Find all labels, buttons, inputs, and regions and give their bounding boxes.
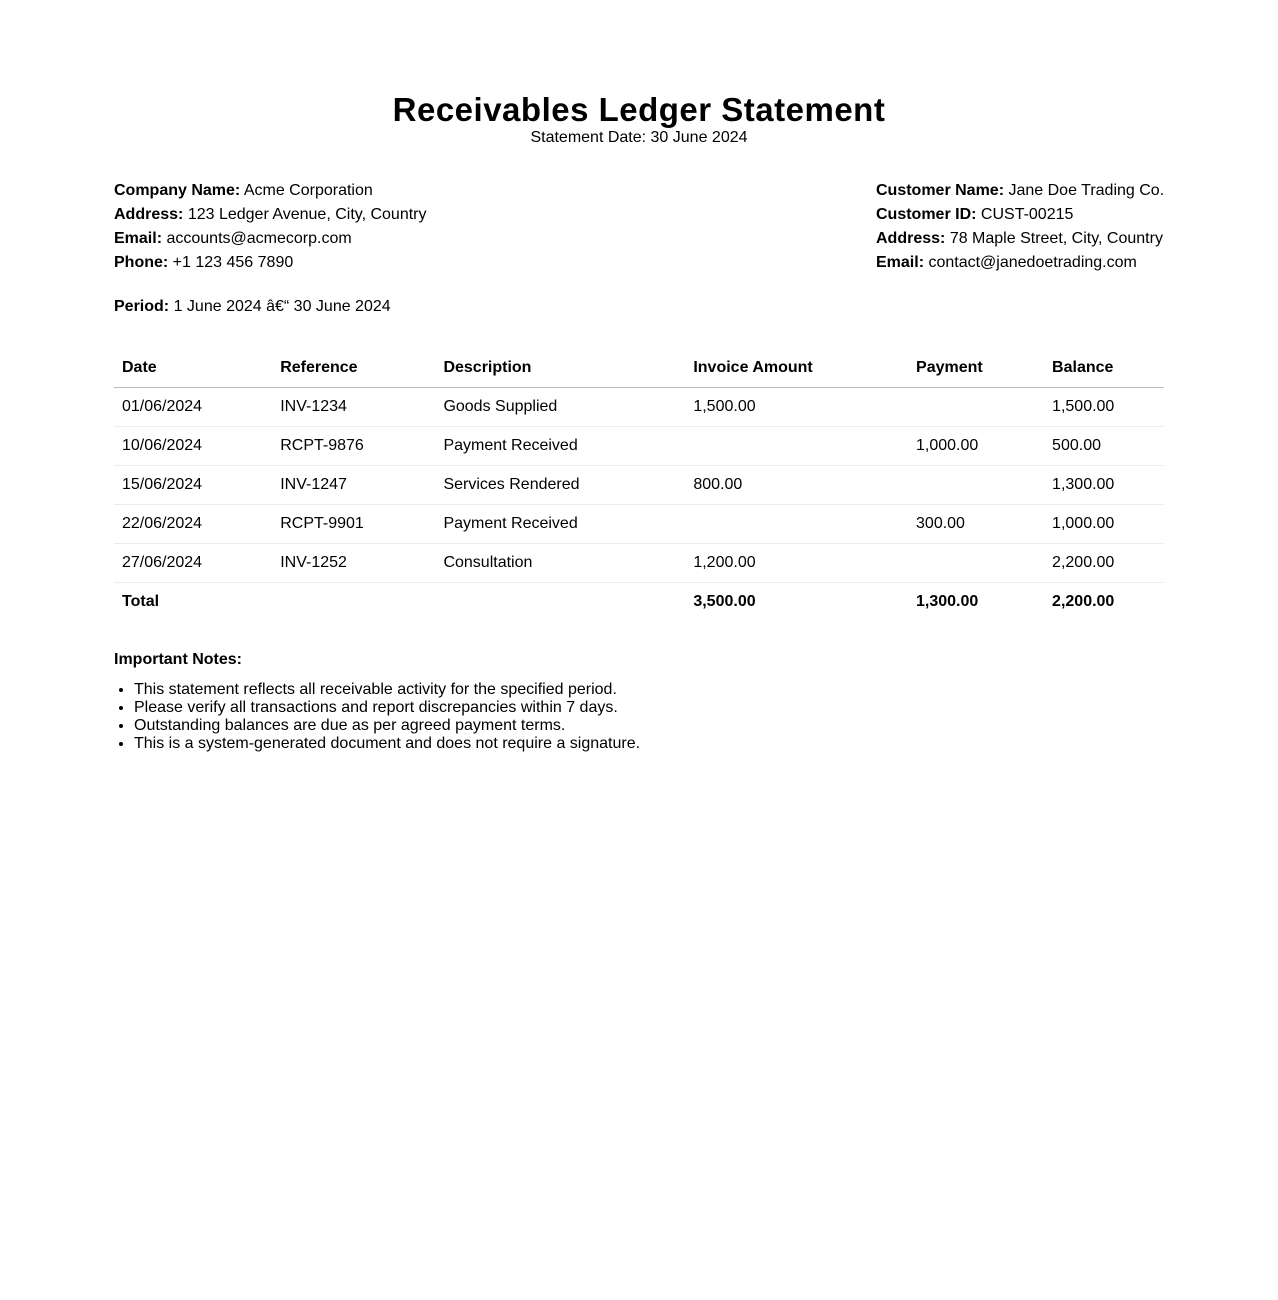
column-header-description: Description [435,348,685,388]
notes-title: Important Notes: [114,651,242,668]
column-header-balance: Balance [1044,348,1164,388]
customer-email: contact@janedoetrading.com [928,254,1137,271]
company-name: Acme Corporation [243,182,373,199]
cell-invoice-amount [685,427,908,466]
cell-date: 01/06/2024 [114,388,272,427]
cell-payment: 300.00 [908,505,1044,544]
total-label: Total [122,593,160,610]
cell-payment [908,544,1044,583]
cell-balance: 1,000.00 [1044,505,1164,544]
cell-payment: 1,000.00 [908,427,1044,466]
cell-description: Consultation [435,544,685,583]
cell-reference: RCPT-9876 [272,427,435,466]
cell-date: 15/06/2024 [114,466,272,505]
cell-reference: INV-1252 [272,544,435,583]
table-row [114,427,1164,466]
cell-balance: 2,200.00 [1044,544,1164,583]
total-row [114,583,1164,622]
customer-info [876,179,1164,275]
notes-list [114,681,640,753]
cell-date: 22/06/2024 [114,505,272,544]
company-phone-line [114,251,426,275]
table-header-row [114,348,1164,388]
customer-email-line [876,251,1164,275]
customer-address-line [876,227,1164,251]
customer-id-line [876,203,1164,227]
column-header-date: Date [114,348,272,388]
cell-balance: 1,300.00 [1044,466,1164,505]
cell-invoice-amount: 1,500.00 [685,388,908,427]
customer-id: CUST-00215 [980,206,1074,223]
cell-balance: 500.00 [1044,427,1164,466]
note-item: • Please verify all transactions and report discrepancies within 7 days. [134,699,640,717]
customer-name-line [876,179,1164,203]
cell-reference: RCPT-9901 [272,505,435,544]
period-label: Period: [114,298,170,315]
cell-date: 27/06/2024 [114,544,272,583]
statement-period [114,297,391,317]
cell-description: Payment Received [435,505,685,544]
total-payment: 1,300.00 [916,593,979,610]
customer-email-label: Email: [876,254,925,271]
cell-payment [908,388,1044,427]
cell-date: 10/06/2024 [114,427,272,466]
company-phone: +1 123 456 7890 [172,254,294,271]
cell-reference: INV-1247 [272,466,435,505]
company-address: 123 Ledger Avenue, City, Country [187,206,427,223]
cell-balance: 1,500.00 [1044,388,1164,427]
total-empty-cell [435,583,685,622]
customer-id-label: Customer ID: [876,206,977,223]
note-item: • This statement reflects all receivable activity for the specified period. [134,681,640,699]
cell-description: Services Rendered [435,466,685,505]
table-row [114,505,1164,544]
company-name-label: Company Name: [114,182,241,199]
total-invoice-amount: 3,500.00 [693,593,756,610]
customer-address: 78 Maple Street, City, Country [949,230,1163,247]
cell-description: Goods Supplied [435,388,685,427]
column-header-reference: Reference [272,348,435,388]
table-row [114,388,1164,427]
cell-reference: INV-1234 [272,388,435,427]
customer-address-label: Address: [876,230,946,247]
period-value: 1 June 2024 â€“ 30 June 2024 [173,298,391,315]
cell-invoice-amount: 1,200.00 [685,544,908,583]
company-email-label: Email: [114,230,163,247]
note-item: • Outstanding balances are due as per agreed payment terms. [134,717,640,735]
column-header-invoice-amount: Invoice Amount [685,348,908,388]
company-name-line [114,179,426,203]
statement-date: Statement Date: 30 June 2024 [530,129,748,146]
company-address-label: Address: [114,206,184,223]
table-row [114,544,1164,583]
company-phone-label: Phone: [114,254,169,271]
total-empty-cell [272,583,435,622]
total-balance: 2,200.00 [1052,593,1115,610]
cell-invoice-amount [685,505,908,544]
note-item: • This is a system-generated document and does not require a signature. [134,735,640,753]
company-info [114,179,426,275]
cell-description: Payment Received [435,427,685,466]
customer-name: Jane Doe Trading Co. [1008,182,1165,199]
ledger-table [114,348,1164,621]
customer-name-label: Customer Name: [876,182,1005,199]
company-email-line [114,227,426,251]
company-address-line [114,203,426,227]
table-row [114,466,1164,505]
cell-payment [908,466,1044,505]
column-header-payment: Payment [908,348,1044,388]
company-email: accounts@acmecorp.com [166,230,352,247]
page-title: Receivables Ledger Statement [392,91,886,128]
cell-invoice-amount: 800.00 [685,466,908,505]
